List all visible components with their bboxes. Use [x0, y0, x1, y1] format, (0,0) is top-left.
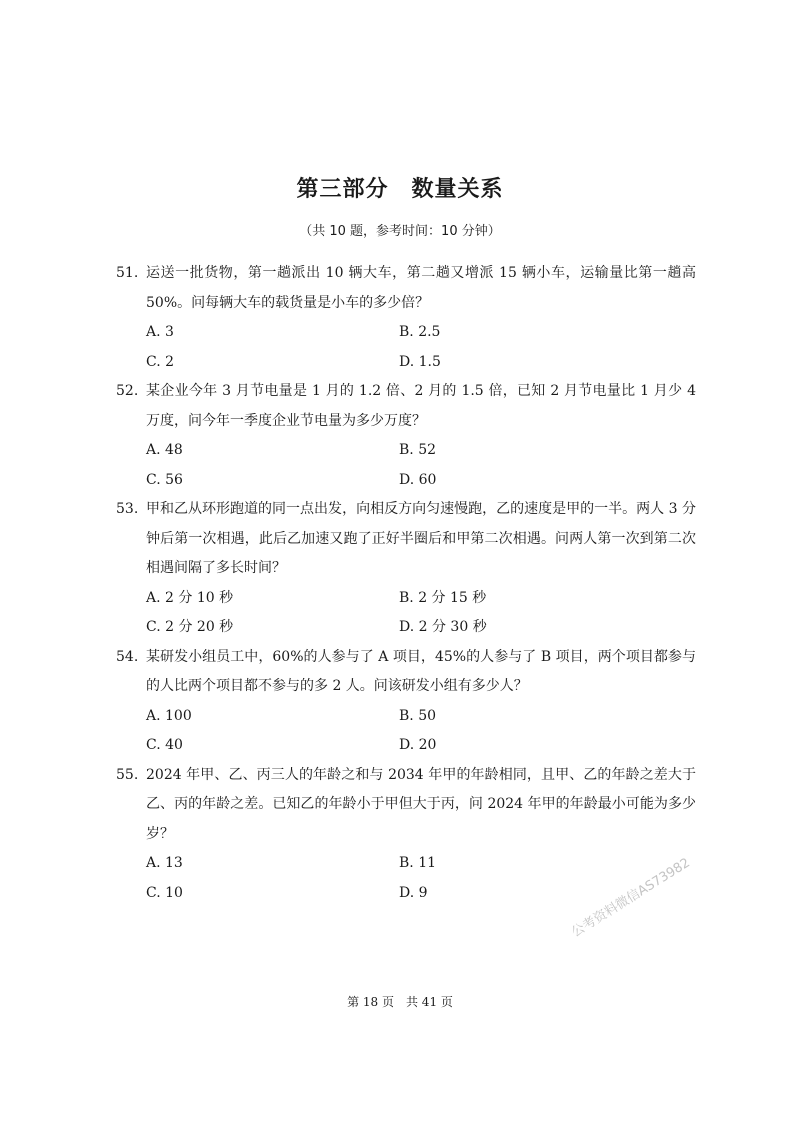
option-a: A. 2 分 10 秒: [146, 589, 234, 606]
option-d: D. 60: [399, 471, 437, 488]
option-b: B. 50: [399, 707, 437, 724]
option-b: B. 2.5: [399, 324, 441, 340]
question-53: [116, 495, 696, 643]
question-number: 55.: [116, 766, 139, 783]
section-note: （共 10 题，参考时间：10 分钟）: [299, 224, 501, 239]
page-number: 第 18 页 共 41 页: [347, 995, 453, 1009]
option-d: D. 20: [399, 737, 437, 753]
option-c: C. 2 分 20 秒: [146, 619, 234, 635]
question-text: 某企业今年 3 月节电量是 1 月的 1.2 倍、2 月的 1.5 倍，已知 2 月节电量比 1 月少 4 万度，问今年一季度企业节电量为多少万度？: [146, 383, 696, 429]
question-55: [116, 761, 696, 909]
question-text: 某研发小组员工中，60%的人参与了 A 项目，45%的人参与了 B 项目，两个项目都参与的人比两个项目都不参与的多 2 人。问该研发小组有多少人？: [146, 648, 696, 694]
option-a: A. 13: [146, 855, 183, 871]
question-52: [116, 377, 696, 495]
option-b: B. 11: [399, 855, 437, 871]
question-51: [116, 259, 696, 377]
question-number: 53.: [116, 501, 139, 517]
option-a: A. 48: [146, 442, 183, 458]
option-c: C. 40: [146, 737, 183, 753]
option-b: B. 52: [399, 442, 437, 458]
option-d: D. 1.5: [399, 353, 441, 370]
watermark: 公考资料微信AS73982: [569, 855, 693, 941]
option-c: C. 56: [146, 471, 183, 488]
option-c: C. 2: [146, 353, 175, 370]
option-d: D. 9: [399, 884, 428, 901]
option-d: D. 2 分 30 秒: [399, 619, 487, 635]
question-54: [116, 643, 696, 761]
question-number: 51.: [116, 265, 139, 281]
question-text: 2024 年甲、乙、丙三人的年龄之和与 2034 年甲的年龄相同，且甲、乙的年龄之差大于乙、丙的年龄之差。已知乙的年龄小于甲但大于丙，问 2024 年甲的年龄最小可能为多少岁？: [146, 766, 696, 842]
option-a: A. 3: [146, 324, 174, 340]
question-list: [116, 259, 696, 908]
option-c: C. 10: [146, 884, 183, 901]
option-b: B. 2 分 15 秒: [399, 589, 487, 606]
question-text: 甲和乙从环形跑道的同一点出发，向相反方向匀速慢跑，乙的速度是甲的一半。两人 3 分钟后第一次相遇，此后乙加速又跑了正好半圈后和甲第二次相遇。问两人第一次到第二次相遇间隔了多长时间？: [146, 501, 696, 576]
option-a: A. 100: [146, 707, 192, 724]
section-title: 第三部分 数量关系: [296, 177, 504, 202]
question-number: 52.: [116, 383, 139, 399]
question-number: 54.: [116, 648, 139, 665]
question-text: 运送一批货物，第一趟派出 10 辆大车，第二趟又增派 15 辆小车，运输量比第一趟高 50%。问每辆大车的载货量是小车的多少倍？: [146, 265, 696, 311]
